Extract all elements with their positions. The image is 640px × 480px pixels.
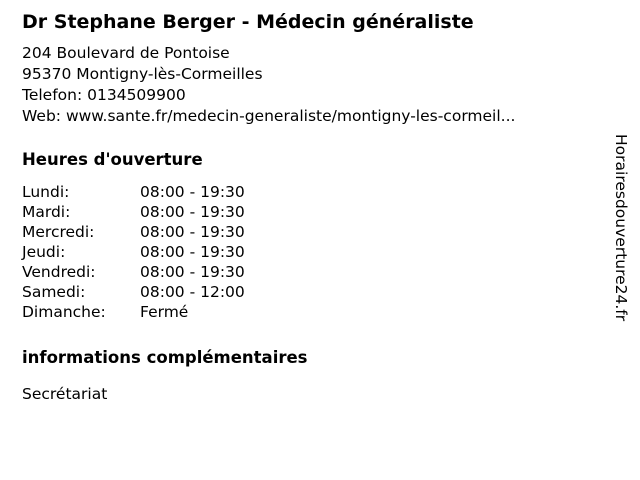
hours-row-saturday: [22, 282, 602, 302]
site-watermark: Horairesdouverture24.fr: [612, 134, 630, 322]
address-city: 95370 Montigny-lès-Cormeilles: [22, 65, 263, 83]
day-label: Vendredi:: [22, 263, 96, 281]
hours-row-thursday: [22, 242, 602, 262]
day-label: Mercredi:: [22, 223, 95, 241]
day-label: Mardi:: [22, 203, 71, 221]
time-value: 08:00 - 19:30: [140, 223, 245, 241]
opening-hours-heading: Heures d'ouverture: [22, 150, 203, 169]
page-title: Dr Stephane Berger - Médecin généraliste: [22, 11, 474, 33]
listing-page: [22, 10, 602, 404]
time-value: Fermé: [140, 303, 189, 321]
day-label: Lundi:: [22, 183, 70, 201]
day-label: Jeudi:: [22, 243, 66, 261]
additional-info-heading: informations complémentaires: [22, 348, 308, 367]
day-label: Samedi:: [22, 283, 86, 301]
website-line: Web: www.sante.fr/medecin-generaliste/montigny-les-cormeil...: [22, 107, 516, 125]
phone-line: Telefon: 0134509900: [22, 86, 186, 104]
hours-row-sunday: [22, 302, 602, 322]
opening-hours-table: [22, 182, 602, 322]
hours-row-monday: [22, 182, 602, 202]
day-label: Dimanche:: [22, 303, 106, 321]
time-value: 08:00 - 12:00: [140, 283, 245, 301]
hours-row-friday: [22, 262, 602, 282]
time-value: 08:00 - 19:30: [140, 243, 245, 261]
hours-row-tuesday: [22, 202, 602, 222]
time-value: 08:00 - 19:30: [140, 203, 245, 221]
hours-row-wednesday: [22, 222, 602, 242]
time-value: 08:00 - 19:30: [140, 263, 245, 281]
contact-block: [22, 43, 602, 127]
additional-info-text: Secrétariat: [22, 385, 108, 403]
time-value: 08:00 - 19:30: [140, 183, 245, 201]
address-street: 204 Boulevard de Pontoise: [22, 44, 230, 62]
